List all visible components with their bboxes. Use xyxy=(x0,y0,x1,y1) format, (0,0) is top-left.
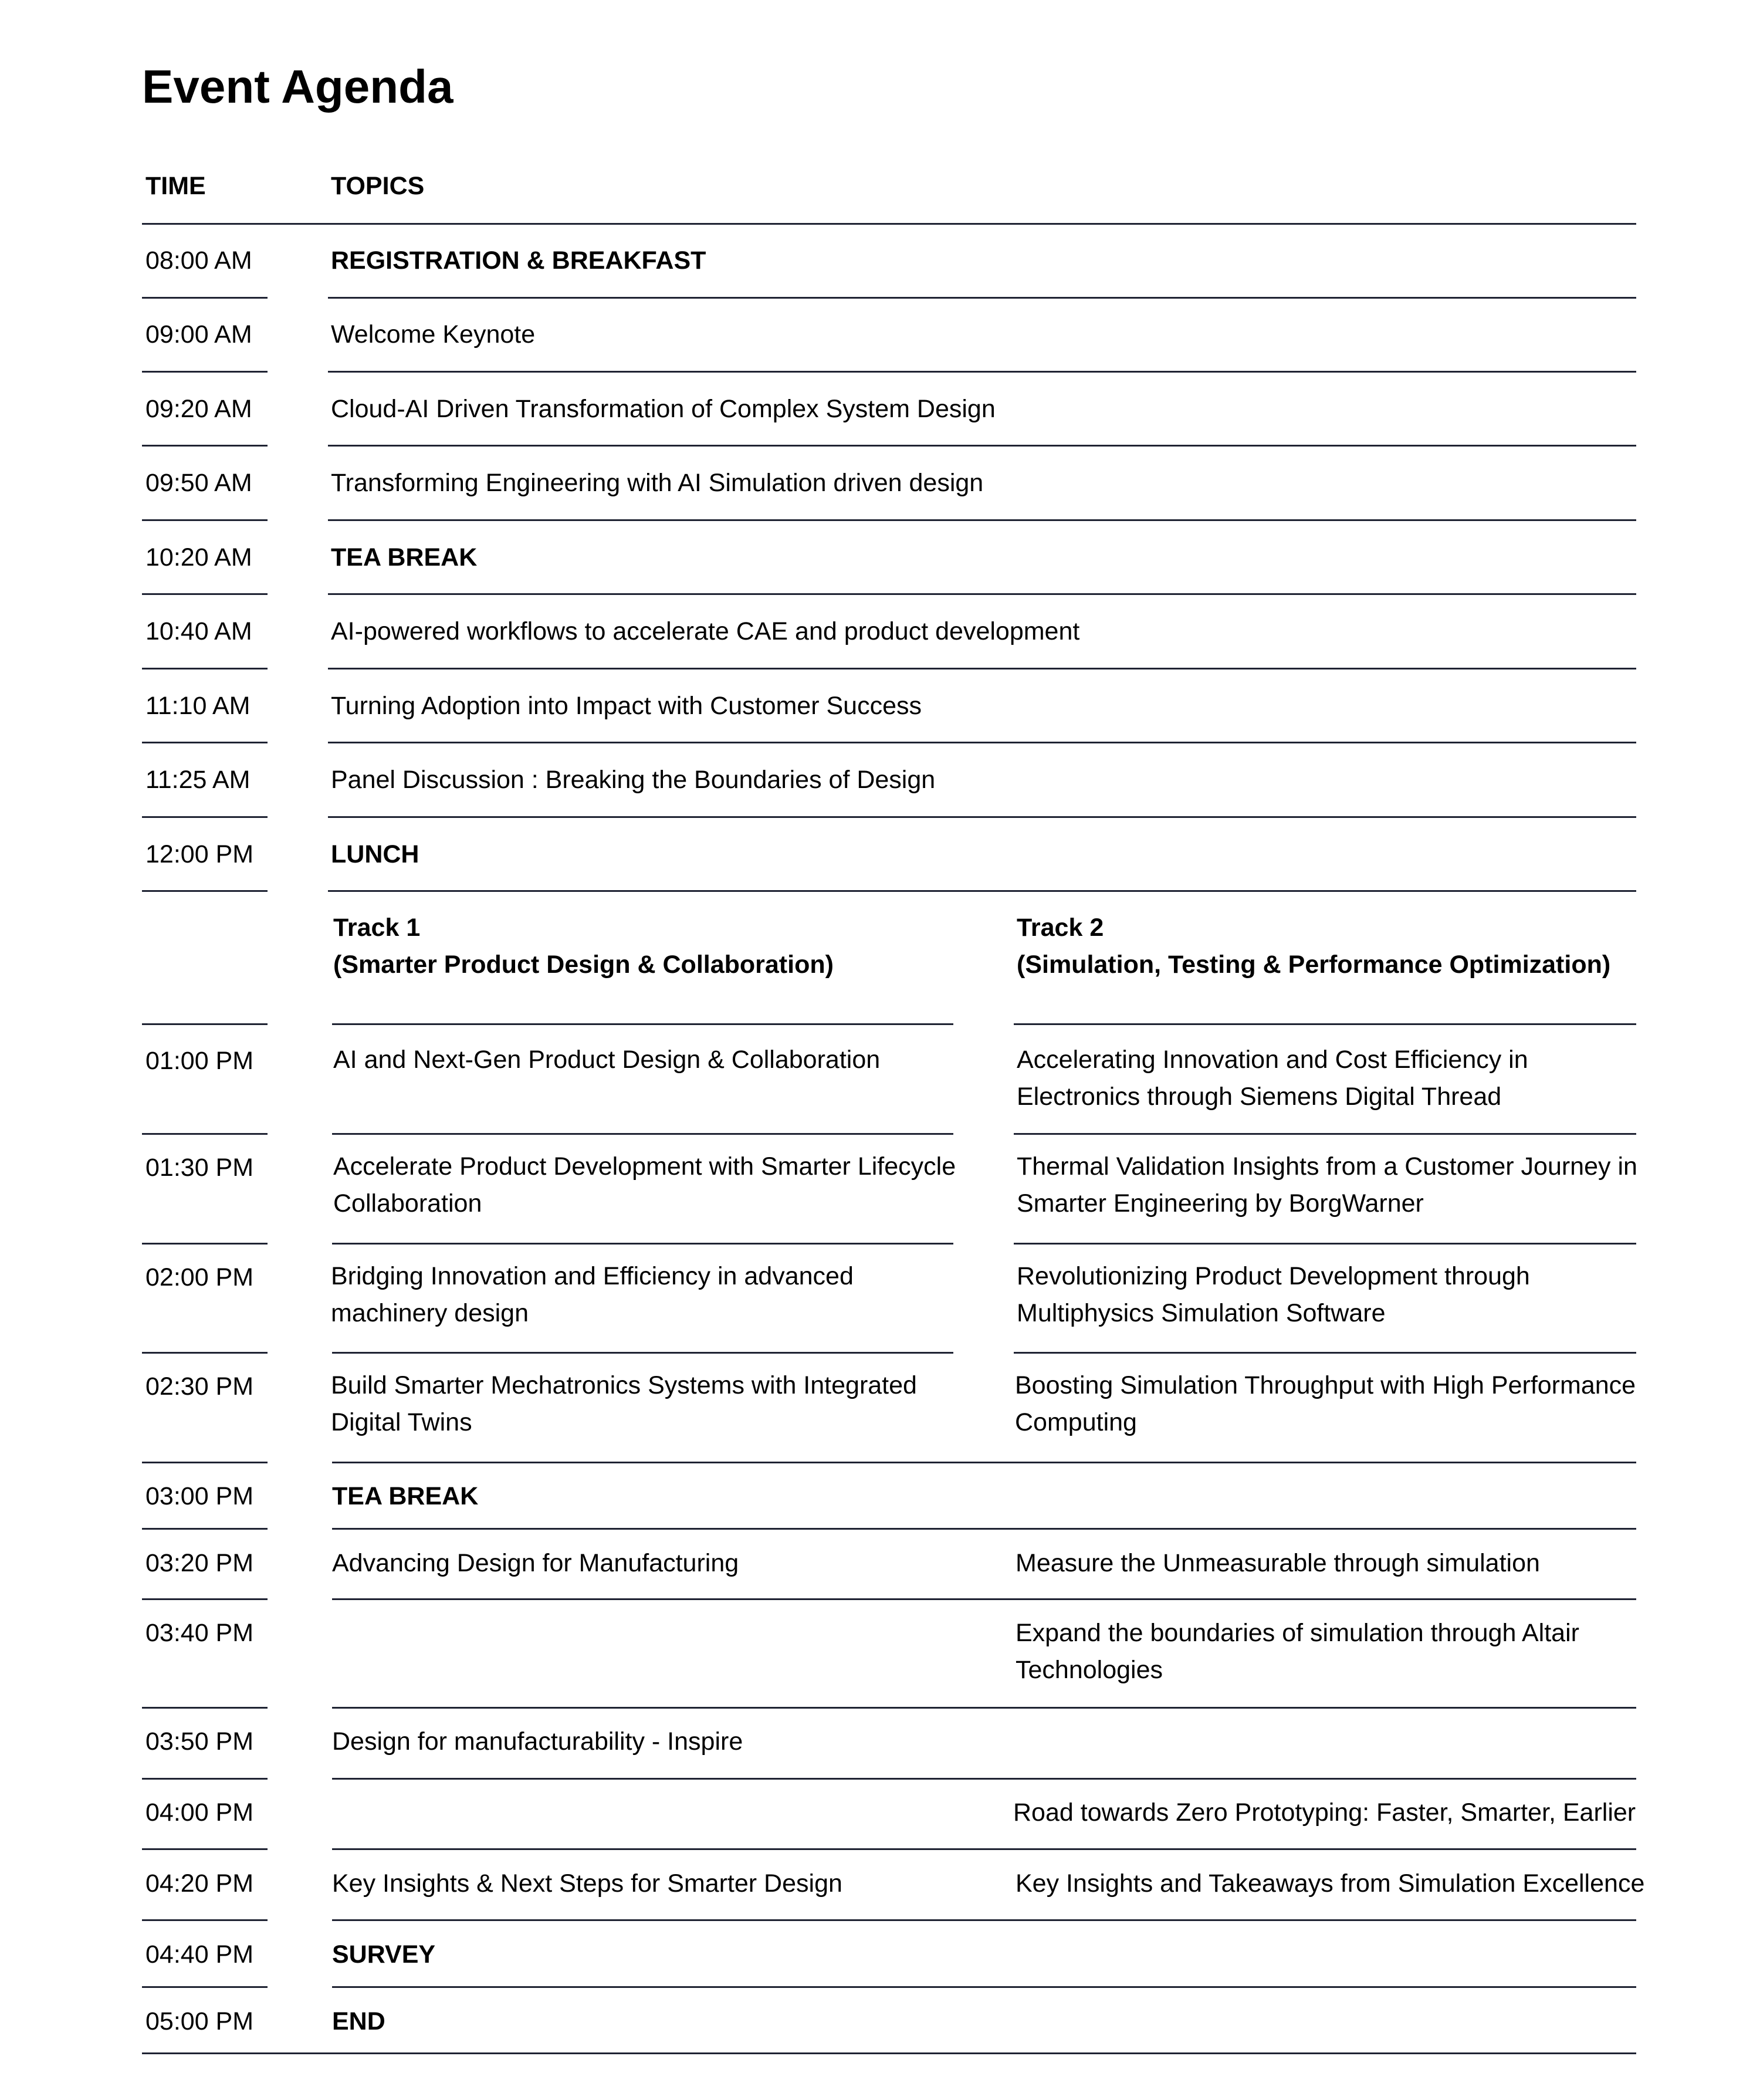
row-topic: Welcome Keynote xyxy=(331,320,536,349)
track-2-divider xyxy=(1014,1352,1636,1354)
topic-divider xyxy=(332,1462,1636,1463)
time-divider xyxy=(142,1133,268,1135)
topic-line: Accelerate Product Development with Smarter Lifecycle xyxy=(333,1152,956,1181)
row-time: 05:00 PM xyxy=(145,2007,254,2035)
row-time: 01:30 PM xyxy=(145,1154,254,1182)
track-1-title: Track 1 xyxy=(333,914,421,942)
table-bottom-border xyxy=(142,2052,1636,2054)
row-time: 09:20 AM xyxy=(145,395,252,423)
track-2-divider xyxy=(1014,1243,1636,1245)
topic-divider xyxy=(328,742,1636,743)
row-time: 04:40 PM xyxy=(145,1940,254,1969)
topic-divider xyxy=(332,1919,1636,1921)
track-2-topic: Measure the Unmeasurable through simulation xyxy=(1016,1549,1540,1577)
time-divider xyxy=(142,742,268,743)
track-1-header xyxy=(333,909,834,983)
track-2-topic xyxy=(1015,1367,1636,1441)
time-divider xyxy=(142,1919,268,1921)
page-title: Event Agenda xyxy=(142,60,453,113)
topic-divider xyxy=(328,297,1636,299)
topic-divider xyxy=(332,1778,1636,1780)
row-topic: TEA BREAK xyxy=(332,1482,479,1510)
row-topic: TEA BREAK xyxy=(331,543,478,572)
track-1-topic xyxy=(331,1258,854,1332)
track-1-topic: Advancing Design for Manufacturing xyxy=(332,1549,739,1577)
row-time: 08:00 AM xyxy=(145,246,252,275)
track-1-divider xyxy=(332,1352,953,1354)
topic-divider xyxy=(328,519,1636,521)
header-divider xyxy=(142,223,1636,225)
time-divider xyxy=(142,1848,268,1850)
track-1-divider xyxy=(332,1243,953,1245)
row-time: 04:20 PM xyxy=(145,1869,254,1898)
time-divider xyxy=(142,593,268,595)
topic-line: Expand the boundaries of simulation through Altair xyxy=(1016,1619,1579,1647)
topic-line: Smarter Engineering by BorgWarner xyxy=(1017,1189,1424,1218)
track-2-topic xyxy=(1017,1258,1530,1332)
track-1-subtitle: (Smarter Product Design & Collaboration) xyxy=(333,951,834,979)
topic-line: Computing xyxy=(1015,1408,1137,1436)
topic-line: Technologies xyxy=(1016,1656,1163,1684)
topic-line: Multiphysics Simulation Software xyxy=(1017,1299,1386,1327)
topic-divider xyxy=(332,1707,1636,1709)
row-time: 03:20 PM xyxy=(145,1549,254,1577)
row-time: 03:40 PM xyxy=(145,1619,254,1647)
topic-divider xyxy=(332,1528,1636,1530)
topic-divider xyxy=(328,668,1636,669)
topic-line: Revolutionizing Product Development through xyxy=(1017,1262,1530,1290)
time-divider xyxy=(142,371,268,373)
row-time: 04:00 PM xyxy=(145,1798,254,1827)
topic-line: Accelerating Innovation and Cost Efficiency in xyxy=(1017,1046,1528,1074)
row-time: 11:10 AM xyxy=(145,692,251,720)
row-topic: SURVEY xyxy=(332,1940,436,1969)
track-2-topic xyxy=(1017,1041,1528,1115)
row-time: 09:00 AM xyxy=(145,320,252,349)
track-1-divider xyxy=(332,1023,953,1025)
time-divider xyxy=(142,1707,268,1709)
topic-divider xyxy=(328,371,1636,373)
track-2-topic: Key Insights and Takeaways from Simulation Excellence xyxy=(1016,1869,1645,1898)
row-topic: Transforming Engineering with AI Simulation driven design xyxy=(331,469,984,497)
row-time: 10:40 AM xyxy=(145,617,252,645)
topic-line: AI and Next-Gen Product Design & Collaboration xyxy=(333,1046,881,1074)
time-divider xyxy=(142,816,268,818)
row-time: 03:00 PM xyxy=(145,1482,254,1510)
row-time: 09:50 AM xyxy=(145,469,252,497)
track-2-subtitle: (Simulation, Testing & Performance Optimization) xyxy=(1017,951,1611,979)
time-divider xyxy=(142,1986,268,1988)
track-1-topic xyxy=(333,1041,880,1078)
time-divider xyxy=(142,1352,268,1354)
row-topic: REGISTRATION & BREAKFAST xyxy=(331,246,706,275)
time-divider xyxy=(142,1243,268,1245)
row-time: 03:50 PM xyxy=(145,1727,254,1756)
time-divider xyxy=(142,668,268,669)
row-time: 01:00 PM xyxy=(145,1047,254,1075)
time-divider xyxy=(142,519,268,521)
time-divider xyxy=(142,1598,268,1600)
row-topic: Turning Adoption into Impact with Customer Success xyxy=(331,692,922,720)
track-2-topic xyxy=(1017,1148,1637,1222)
topic-line: Build Smarter Mechatronics Systems with Integrated xyxy=(331,1371,917,1399)
track-2-divider xyxy=(1014,1023,1636,1025)
topic-divider xyxy=(332,1848,1636,1850)
topic-divider xyxy=(332,1986,1636,1988)
topic-line: Bridging Innovation and Efficiency in advanced xyxy=(331,1262,854,1290)
topic-line: Collaboration xyxy=(333,1189,482,1218)
time-divider xyxy=(142,890,268,892)
track-1-topic: Key Insights & Next Steps for Smarter Design xyxy=(332,1869,842,1898)
time-divider xyxy=(142,1528,268,1530)
row-topic: Panel Discussion : Breaking the Boundaries of Design xyxy=(331,766,936,794)
track-2-topic xyxy=(1016,1615,1579,1689)
track-2-title: Track 2 xyxy=(1017,914,1104,942)
track-1-divider xyxy=(332,1133,953,1135)
time-divider xyxy=(142,1778,268,1780)
topic-line: machinery design xyxy=(331,1299,529,1327)
row-topic: LUNCH xyxy=(331,840,419,868)
topic-divider xyxy=(328,890,1636,892)
track-1-topic xyxy=(331,1367,917,1441)
track-1-topic: Design for manufacturability - Inspire xyxy=(332,1727,743,1756)
row-topic: END xyxy=(332,2007,385,2035)
row-time: 02:00 PM xyxy=(145,1263,254,1291)
time-column-header: TIME xyxy=(145,172,206,200)
track-2-topic: Road towards Zero Prototyping: Faster, Smarter, Earlier xyxy=(1013,1798,1636,1827)
row-time: 12:00 PM xyxy=(145,840,254,868)
row-topic: AI-powered workflows to accelerate CAE and product development xyxy=(331,617,1080,645)
row-time: 11:25 AM xyxy=(145,766,251,794)
topic-divider xyxy=(328,816,1636,818)
time-divider xyxy=(142,1462,268,1463)
topic-line: Digital Twins xyxy=(331,1408,472,1436)
time-divider xyxy=(142,445,268,447)
row-topic: Cloud-AI Driven Transformation of Complex System Design xyxy=(331,395,996,423)
topic-line: Boosting Simulation Throughput with High Performance xyxy=(1015,1371,1636,1399)
track-2-header xyxy=(1017,909,1610,983)
topic-line: Thermal Validation Insights from a Customer Journey in xyxy=(1017,1152,1637,1181)
row-time: 10:20 AM xyxy=(145,543,252,572)
row-time: 02:30 PM xyxy=(145,1372,254,1401)
topic-divider xyxy=(332,1598,1636,1600)
topic-divider xyxy=(328,593,1636,595)
track-2-divider xyxy=(1014,1133,1636,1135)
topics-column-header: TOPICS xyxy=(331,172,425,200)
time-divider xyxy=(142,1023,268,1025)
track-1-topic xyxy=(333,1148,956,1222)
topic-divider xyxy=(328,445,1636,447)
time-divider xyxy=(142,297,268,299)
topic-line: Electronics through Siemens Digital Thread xyxy=(1017,1083,1502,1111)
